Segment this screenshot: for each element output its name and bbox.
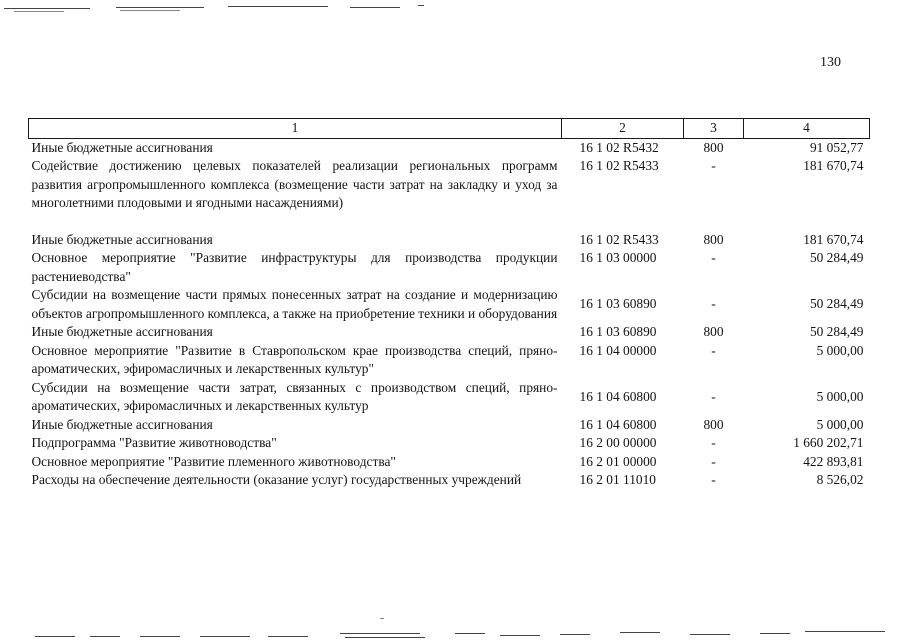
row-code-cell: 16 1 02 R5432 <box>579 139 659 155</box>
row-type-cell: - <box>711 342 716 358</box>
table-row <box>29 249 870 286</box>
table-row <box>29 416 870 435</box>
row-code-cell: 16 2 01 11010 <box>579 472 656 487</box>
row-sum-cell: 5 000,00 <box>816 388 864 404</box>
row-sum-cell: 91 052,77 <box>809 139 864 155</box>
table-row <box>29 286 870 323</box>
row-name-cell: Иные бюджетные ассигнования <box>31 231 213 247</box>
row-sum-cell: 422 893,81 <box>803 453 864 469</box>
table-body <box>29 138 870 490</box>
row-name-cell: Иные бюджетные ассигнования <box>31 416 213 432</box>
row-sum-cell: 181 670,74 <box>803 158 864 173</box>
row-sum-cell: 8 526,02 <box>816 472 864 487</box>
row-code-cell: 16 2 00 00000 <box>579 435 657 450</box>
page-number: 130 <box>820 55 841 70</box>
row-type-cell: - <box>711 453 716 469</box>
table-row <box>29 379 870 416</box>
row-code-cell: 16 1 03 00000 <box>579 250 657 265</box>
row-type-cell: 800 <box>703 231 724 247</box>
row-name-cell: Подпрограмма "Развитие животноводства" <box>31 435 277 450</box>
budget-table <box>28 118 870 490</box>
row-name-cell: Основное мероприятие "Развитие инфраструктуры для производства продукции растениеводства" <box>31 250 558 284</box>
table-header-row <box>29 119 870 139</box>
row-type-cell: - <box>711 435 716 450</box>
column-header: 2 <box>562 119 684 139</box>
row-sum-cell: 50 284,49 <box>809 296 864 312</box>
row-name-cell: Субсидии на возмещение части затрат, связанных с производством специй, пряно-ароматических, эфиромасличных и лекарственных культур <box>31 379 558 413</box>
row-sum-cell: 181 670,74 <box>803 231 864 247</box>
row-type-cell: - <box>711 296 716 312</box>
column-header: 4 <box>744 119 870 139</box>
row-type-cell: 800 <box>703 139 724 155</box>
row-type-cell: - <box>711 250 716 265</box>
row-code-cell: 16 1 02 R5433 <box>579 158 659 173</box>
row-code-cell: 16 1 03 60890 <box>579 324 657 339</box>
table-spacer-row <box>29 213 870 231</box>
table-row <box>29 453 870 472</box>
row-name-cell: Иные бюджетные ассигнования <box>31 139 213 155</box>
row-code-cell: 16 1 02 R5433 <box>579 231 659 247</box>
row-name-cell: Расходы на обеспечение деятельности (оказание услуг) государственных учреждений <box>31 472 522 487</box>
column-header: 3 <box>684 119 744 139</box>
row-sum-cell: 5 000,00 <box>816 342 864 358</box>
row-sum-cell: 50 284,49 <box>809 250 864 265</box>
row-sum-cell: 50 284,49 <box>809 324 864 339</box>
row-name-cell: Основное мероприятие "Развитие в Ставропольском крае производства специй, пряно-ароматических, эфиромасличных и лекарственных культур" <box>31 342 558 376</box>
row-code-cell: 16 1 03 60890 <box>579 296 657 312</box>
row-name-cell: Иные бюджетные ассигнования <box>31 324 213 339</box>
row-code-cell: 16 1 04 60800 <box>579 388 657 404</box>
row-sum-cell: 1 660 202,71 <box>793 435 864 450</box>
row-type-cell: 800 <box>703 416 724 432</box>
row-type-cell: - <box>711 158 716 173</box>
row-code-cell: 16 1 04 00000 <box>579 342 657 358</box>
table-row <box>29 157 870 213</box>
table-row <box>29 138 870 157</box>
table-row <box>29 434 870 453</box>
column-header: 1 <box>29 119 562 139</box>
table-row <box>29 323 870 342</box>
row-type-cell: - <box>711 388 716 404</box>
row-name-cell: Содействие достижению целевых показателей реализации региональных программ развития агропромышленного комплекса (возмещение части затрат на закладку и уход за многолетними плодовыми и ягодными насаждениями) <box>31 158 558 210</box>
row-code-cell: 16 2 01 00000 <box>579 453 657 469</box>
row-sum-cell: 5 000,00 <box>816 416 864 432</box>
row-code-cell: 16 1 04 60800 <box>579 416 657 432</box>
row-type-cell: - <box>711 472 716 487</box>
table-row <box>29 471 870 490</box>
row-name-cell: Основное мероприятие "Развитие племенного животноводства" <box>31 453 396 469</box>
row-name-cell: Субсидии на возмещение части прямых понесенных затрат на создание и модернизацию объектов агропромышленного комплекса, а также на приобретение техники и оборудования <box>31 287 558 321</box>
table-row <box>29 231 870 250</box>
row-type-cell: 800 <box>703 324 724 339</box>
table-row <box>29 342 870 379</box>
